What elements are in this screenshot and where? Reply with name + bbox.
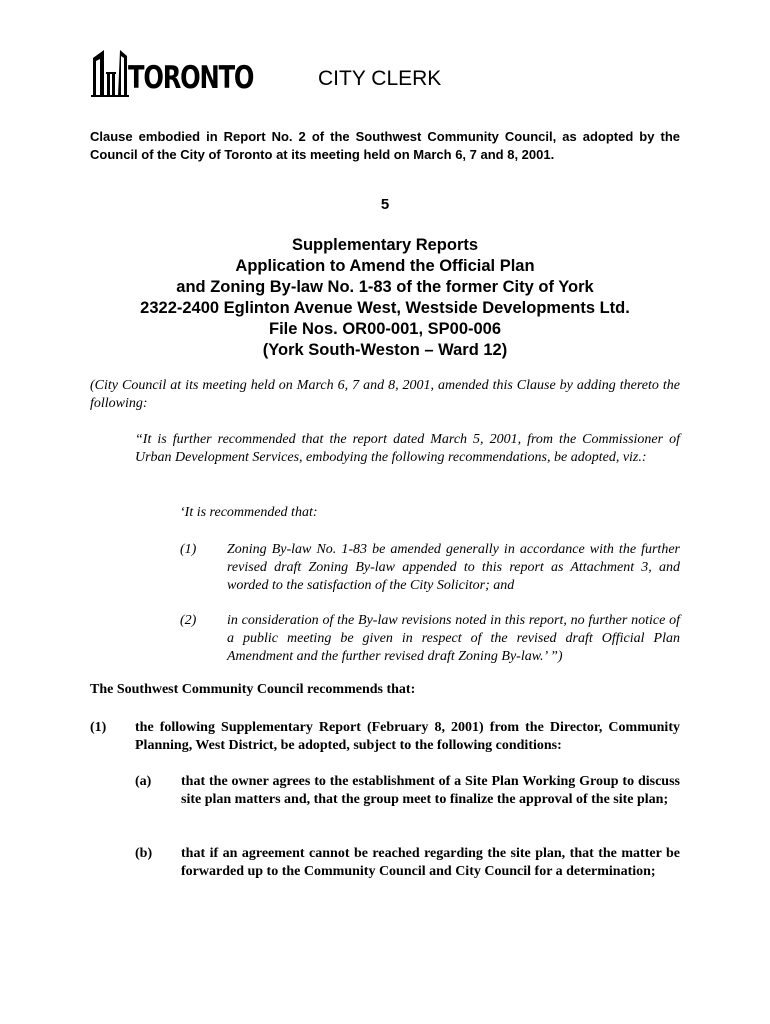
intro-paragraph: Clause embodied in Report No. 2 of the Southwest Community Council, as adopted by the Council of the City of Toronto at its meeting held on March 6, 7 and 8, 2001.	[90, 129, 680, 162]
condition-text: that the owner agrees to the establishment of a Site Plan Working Group to discuss site plan matters and, that the group meet to finalize the approval of the site plan;	[181, 774, 680, 807]
recommendation-number: (1)	[180, 542, 197, 557]
title-line: File Nos. OR00-001, SP00-006	[268, 320, 502, 338]
title-line: and Zoning By-law No. 1-83 of the former City of York	[176, 278, 594, 296]
page-header-title: CITY CLERK	[318, 67, 442, 90]
recommendation-text: in consideration of the By-law revisions noted in this report, no further notice of a public meeting be given in respect of the revised draft Official Plan Amendment and the further revised draft Zoning By-law.’ ”)	[227, 613, 680, 664]
recommendation-number: (2)	[180, 613, 197, 628]
logo-wordmark: TORONTO	[128, 60, 254, 96]
city-hall-icon	[90, 46, 130, 98]
title-line: (York South-Weston – Ward 12)	[262, 341, 508, 359]
clause-number: 5	[380, 196, 390, 213]
condition-label: (b)	[135, 846, 153, 861]
condition-text: that if an agreement cannot be reached regarding the site plan, that the matter be forwarded up to the Community Council and City Council for a determination;	[181, 846, 680, 879]
report-title	[60, 235, 710, 361]
amendment-quote: “It is further recommended that the report dated March 5, 2001, from the Commissioner of Urban Development Services, embodying the following recommendations, be adopted, viz.:	[135, 432, 680, 465]
council-amendment-note: (City Council at its meeting held on March 6, 7 and 8, 2001, amended this Clause by adding thereto the following:	[90, 378, 680, 411]
recommendation-number: (1)	[90, 720, 107, 735]
council-recommends-heading: The Southwest Community Council recommends that:	[90, 682, 416, 697]
recommendation-intro: ‘It is recommended that:	[180, 505, 318, 520]
condition-label: (a)	[135, 774, 152, 789]
toronto-logo	[90, 46, 254, 98]
title-line: Application to Amend the Official Plan	[235, 257, 535, 275]
recommendation-text: Zoning By-law No. 1-83 be amended generally in accordance with the further revised draft Zoning By-law appended to this report as Attachment 3, and worded to the satisfaction of the City Solicitor; and	[227, 542, 680, 593]
title-line: 2322-2400 Eglinton Avenue West, Westside Developments Ltd.	[140, 299, 630, 317]
recommendation-text: the following Supplementary Report (February 8, 2001) from the Director, Community Planning, West District, be adopted, subject to the following conditions:	[135, 720, 680, 753]
title-line: Supplementary Reports	[291, 236, 479, 254]
